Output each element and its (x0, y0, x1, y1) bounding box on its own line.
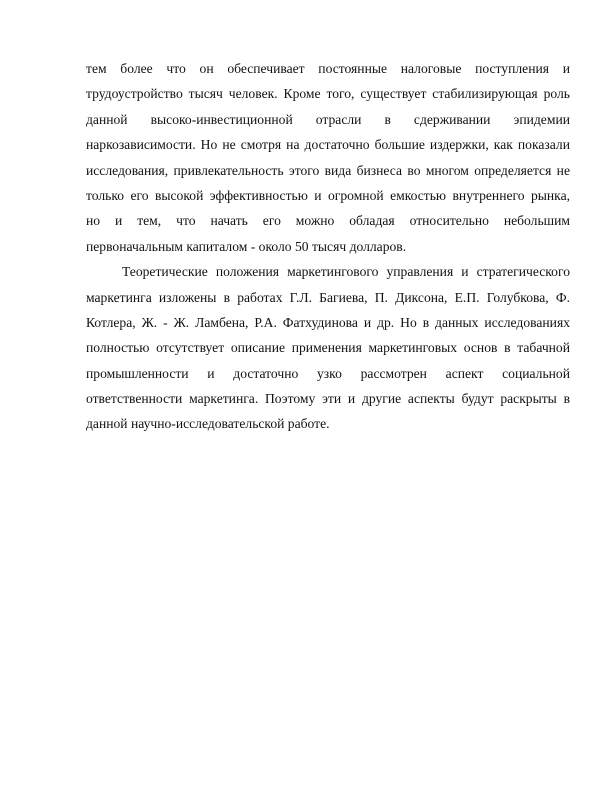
text-line: Теоретические положения маркетингового управления и стратегического (122, 264, 570, 280)
text-line: первоначальным капиталом - около 50 тысяч долларов. (86, 238, 407, 254)
text-line: ответственности маркетинга. Поэтому эти и другие аспекты будут раскрыты в (86, 391, 570, 407)
text-line: промышленности и достаточно узко рассмотрен аспект социальной (86, 365, 570, 381)
text-line: исследования, привлекательность этого вида бизнеса во многом определяется не (86, 162, 570, 178)
text-line: маркетинга изложены в работах Г.Л. Багиева, П. Диксона, Е.П. Голубкова, Ф. (86, 289, 570, 305)
text-line: трудоустройство тысяч человек. Кроме того, существует стабилизирующая роль (86, 86, 570, 102)
text-line: наркозависимости. Но не смотря на достаточно большие издержки, как показали (86, 137, 570, 153)
text-line: но и тем, что начать его можно обладая относительно небольшим (86, 213, 570, 229)
text-line: полностью отсутствует описание применения маркетинговых основ в табачной (86, 340, 570, 356)
paragraph-2 (86, 259, 570, 437)
text-line: Котлера, Ж. - Ж. Ламбена, Р.А. Фатхудинова и др. Но в данных исследованиях (86, 314, 570, 330)
text-line: данной научно-исследовательской работе. (86, 416, 330, 432)
text-line: только его высокой эффективностью и огромной емкостью внутреннего рынка, (86, 187, 570, 203)
text-line: данной высоко-инвестиционной отрасли в сдерживании эпидемии (86, 111, 570, 127)
paragraph-1 (86, 56, 570, 259)
text-line: тем более что он обеспечивает постоянные налоговые поступления и (86, 61, 570, 76)
body-text (86, 56, 570, 437)
